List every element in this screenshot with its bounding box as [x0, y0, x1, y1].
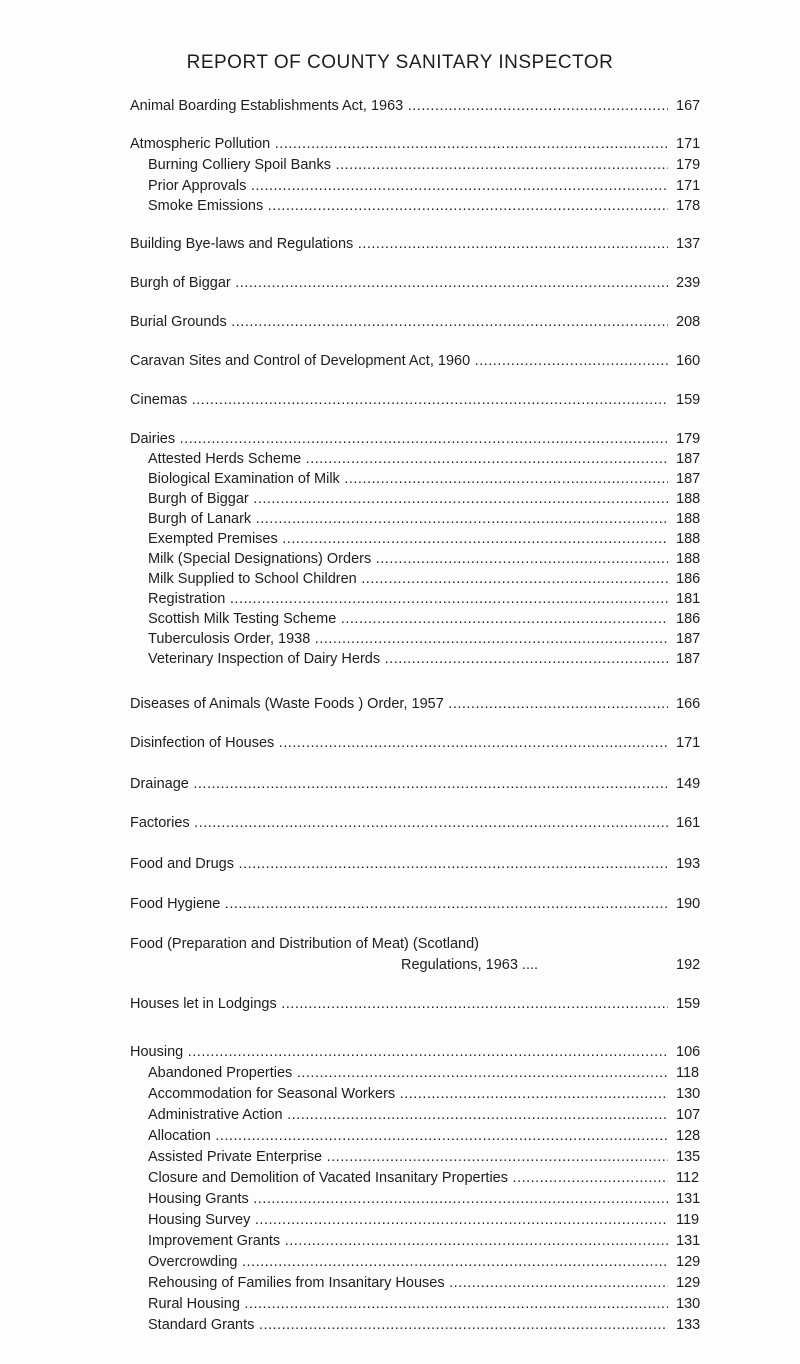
entry-page-number: 239	[676, 275, 701, 291]
entry-page-number: 187	[676, 471, 701, 487]
index-entry	[0, 136, 800, 156]
entry-label: Building Bye-laws and Regulations	[130, 236, 354, 252]
entry-page-number: 187	[676, 631, 701, 647]
entry-label: Animal Boarding Establishments Act, 1963	[130, 98, 404, 114]
entry-label: Improvement Grants	[148, 1233, 281, 1249]
entry-page-number: 186	[676, 571, 701, 587]
entry-label: Rehousing of Families from Insanitary Houses	[148, 1275, 445, 1291]
entry-label: Assisted Private Enterprise	[148, 1149, 323, 1165]
index-subentry	[0, 1107, 800, 1127]
entry-label: Houses let in Lodgings	[130, 996, 277, 1012]
index-subentry	[0, 1149, 800, 1169]
index-subentry	[0, 651, 800, 671]
index-subentry	[0, 178, 800, 198]
index-entry	[0, 735, 800, 755]
entry-page-number: 190	[676, 896, 701, 912]
index-entry	[0, 696, 800, 716]
entry-page-number: 159	[676, 392, 701, 408]
entry-page-number: 208	[676, 314, 701, 330]
entry-page-number: 161	[676, 815, 701, 831]
index-subentry	[0, 1086, 800, 1106]
entry-page-number: 159	[676, 996, 701, 1012]
entry-page-number: 181	[676, 591, 701, 607]
entry-label: Atmospheric Pollution	[130, 136, 271, 152]
index-entry	[0, 98, 800, 118]
entry-label: Disinfection of Houses	[130, 735, 275, 751]
entry-label: Drainage	[130, 776, 189, 792]
index-entry	[0, 431, 800, 451]
entry-label: Burgh of Lanark	[148, 511, 252, 527]
entry-page-number: 107	[676, 1107, 701, 1123]
index-subentry	[0, 511, 800, 531]
index-entry	[0, 392, 800, 412]
entry-label: Housing	[130, 1044, 184, 1060]
entry-page-number: 119	[676, 1212, 700, 1228]
entry-label: Smoke Emissions	[148, 198, 264, 214]
entry-page-number: 187	[676, 451, 701, 467]
entry-page-number: 179	[676, 431, 701, 447]
entry-page-number: 135	[676, 1149, 701, 1165]
entry-label: Veterinary Inspection of Dairy Herds	[148, 651, 381, 667]
entry-page-number: 167	[676, 98, 701, 114]
entry-page-number: 171	[676, 178, 701, 194]
entry-page-number: 188	[676, 491, 701, 507]
index-subentry	[0, 1233, 800, 1253]
entry-label: Administrative Action	[148, 1107, 283, 1123]
index-entry	[0, 275, 800, 295]
entry-label: Housing Grants	[148, 1191, 249, 1207]
entry-page-number: 179	[676, 157, 701, 173]
entry-label: Closure and Demolition of Vacated Insanitary Properties	[148, 1170, 509, 1186]
entry-label: Allocation	[148, 1128, 211, 1144]
index-subentry	[0, 1212, 800, 1232]
index-entry	[0, 314, 800, 334]
entry-page-number: 112	[676, 1170, 700, 1186]
entry-page-number: 193	[676, 856, 701, 872]
entry-label: Diseases of Animals (Waste Foods ) Order, 1957	[130, 696, 444, 712]
entry-label: Food Hygiene	[130, 896, 221, 912]
entry-page-number: 188	[676, 531, 701, 547]
entry-label: Milk Supplied to School Children	[148, 571, 357, 587]
entry-page-number: 188	[676, 511, 701, 527]
entry-page-number: 187	[676, 651, 701, 667]
entry-page-number: 192	[676, 957, 701, 973]
entry-label: Prior Approvals	[148, 178, 247, 194]
entry-page-number: 133	[676, 1317, 701, 1333]
entry-label: Rural Housing	[148, 1296, 240, 1312]
entry-label: Biological Examination of Milk	[148, 471, 340, 487]
entry-label: Overcrowding	[148, 1254, 238, 1270]
entry-label: Standard Grants	[148, 1317, 255, 1333]
entry-label: Dairies	[130, 431, 176, 447]
entry-page-number: 129	[676, 1254, 701, 1270]
index-subentry	[0, 491, 800, 511]
index-entry	[0, 353, 800, 373]
index-subentry	[0, 1191, 800, 1211]
index-subentry	[0, 198, 800, 218]
entry-page-number: 160	[676, 353, 701, 369]
entry-label: Burning Colliery Spoil Banks	[148, 157, 331, 173]
index-subentry	[0, 1128, 800, 1148]
index-subentry	[0, 631, 800, 651]
entry-label: Tuberculosis Order, 1938	[148, 631, 311, 647]
index-subentry	[0, 1170, 800, 1190]
index-subentry	[0, 551, 800, 571]
entry-page-number: 178	[676, 198, 701, 214]
index-subentry	[0, 1296, 800, 1316]
index-entry	[0, 1044, 800, 1064]
entry-label: Caravan Sites and Control of Development Act, 1960	[130, 353, 471, 369]
entry-label: Exempted Premises	[148, 531, 278, 547]
entry-page-number: 166	[676, 696, 701, 712]
index-entry	[0, 815, 800, 835]
index-subentry	[0, 1275, 800, 1295]
entry-label: Registration	[148, 591, 226, 607]
index-entry	[0, 856, 800, 876]
entry-page-number: 130	[676, 1086, 701, 1102]
page-title: REPORT OF COUNTY SANITARY INSPECTOR	[186, 52, 614, 73]
index-entry	[0, 236, 800, 256]
index-subentry	[0, 471, 800, 491]
entry-label: Milk (Special Designations) Orders	[148, 551, 372, 567]
index-entry	[0, 776, 800, 796]
entry-page-number: 118	[676, 1065, 700, 1081]
entry-page-number: 128	[676, 1128, 701, 1144]
entry-page-number: 137	[676, 236, 701, 252]
index-subentry	[0, 157, 800, 177]
index-subentry	[0, 591, 800, 611]
index-subentry	[0, 1317, 800, 1337]
entry-page-number: 131	[676, 1191, 701, 1207]
entry-label: Burgh of Biggar	[148, 491, 249, 507]
entry-label: Food (Preparation and Distribution of Meat) (Scotland)	[130, 936, 479, 952]
entry-page-number: 130	[676, 1296, 701, 1312]
index-entry	[0, 996, 800, 1016]
entry-page-number: 171	[676, 735, 701, 751]
index-subentry	[0, 531, 800, 551]
entry-label: Accommodation for Seasonal Workers	[148, 1086, 396, 1102]
index-subentry	[0, 571, 800, 591]
index-entry-continuation	[0, 957, 800, 977]
index-entry	[0, 936, 800, 956]
index-subentry	[0, 1254, 800, 1274]
entry-page-number: 186	[676, 611, 701, 627]
entry-label: Attested Herds Scheme	[148, 451, 302, 467]
entry-label: Scottish Milk Testing Scheme	[148, 611, 337, 627]
index-subentry	[0, 451, 800, 471]
entry-label: Cinemas	[130, 392, 188, 408]
entry-label: Housing Survey	[148, 1212, 251, 1228]
entry-label: Food and Drugs	[130, 856, 234, 872]
entry-page-number: 106	[676, 1044, 701, 1060]
entry-page-number: 131	[676, 1233, 701, 1249]
entry-page-number: 149	[676, 776, 701, 792]
entry-label: Burial Grounds	[130, 314, 227, 330]
entry-page-number: 188	[676, 551, 701, 567]
entry-label: Regulations, 1963 ....	[401, 957, 539, 973]
entry-label: Factories	[130, 815, 190, 831]
entry-page-number: 171	[676, 136, 701, 152]
entry-label: Abandoned Properties	[148, 1065, 293, 1081]
index-subentry	[0, 611, 800, 631]
entry-label: Burgh of Biggar	[130, 275, 231, 291]
index-subentry	[0, 1065, 800, 1085]
index-entry	[0, 896, 800, 916]
entry-page-number: 129	[676, 1275, 701, 1291]
